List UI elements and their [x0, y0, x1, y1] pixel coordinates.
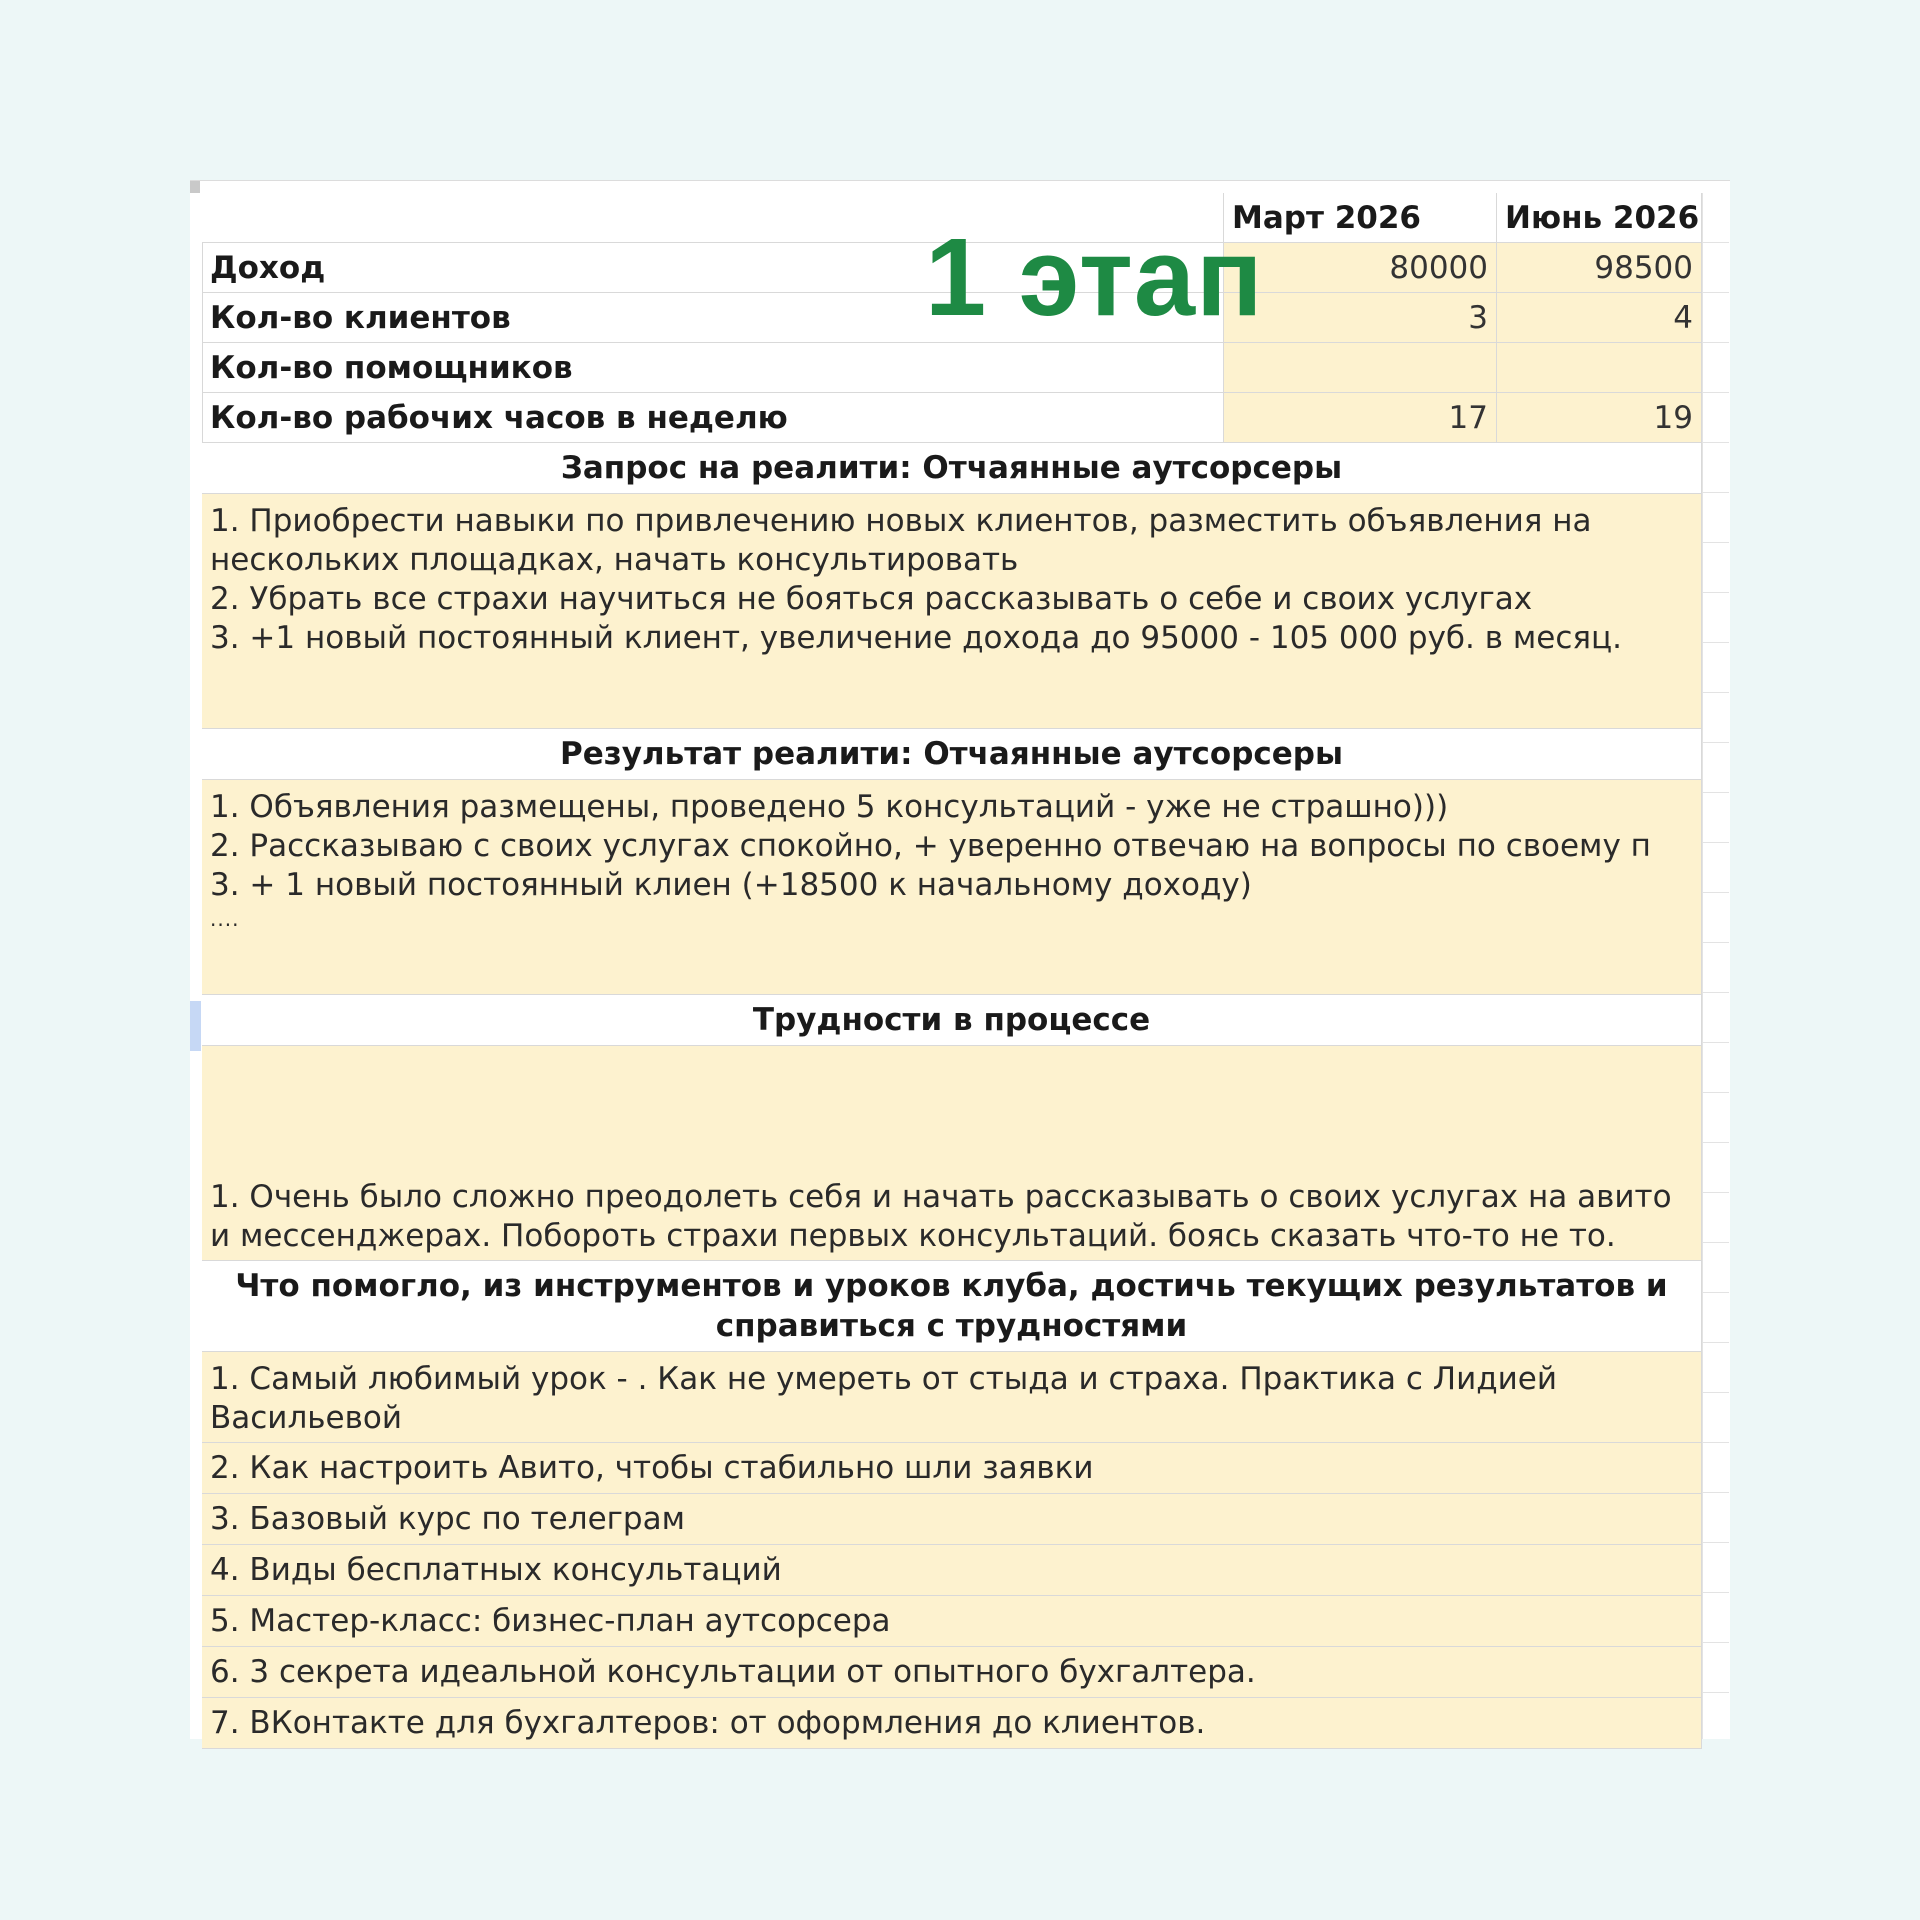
difficulties-text: 1. Очень было сложно преодолеть себя и начать рассказывать о своих услугах на авито и мессенджерах. Побороть страхи первых консультаций. боясь сказать что-то не то.	[210, 1179, 1672, 1254]
metric-label[interactable]: Доход	[202, 243, 1224, 292]
helped-heading[interactable]: Что помогло, из инструментов и уроков клуба, достичь текущих результатов и справиться с трудностями	[202, 1261, 1702, 1351]
request-item: 3. +1 новый постоянный клиент, увеличение дохода до 95000 - 105 000 руб. в месяц.	[210, 620, 1622, 656]
section-heading-row	[202, 995, 1702, 1046]
metric-value-march[interactable]: 17	[1224, 393, 1497, 442]
helped-item[interactable]: 5. Мастер-класс: бизнес-план аутсорсера	[202, 1596, 1702, 1646]
metric-value-june[interactable]	[1497, 343, 1702, 392]
list-row	[202, 1443, 1702, 1494]
table-row	[202, 343, 1702, 393]
table-row	[202, 393, 1702, 443]
select-all-corner[interactable]	[190, 181, 200, 193]
result-heading[interactable]: Результат реалити: Отчаянные аутсорсеры	[202, 729, 1702, 779]
request-heading[interactable]: Запрос на реалити: Отчаянные аутсорсеры	[202, 443, 1702, 493]
helped-item[interactable]: 3. Базовый курс по телеграм	[202, 1494, 1702, 1544]
helped-item[interactable]: 1. Самый любимый урок - . Как не умереть от стыда и страха. Практика с Лидией Васильевой	[202, 1352, 1702, 1442]
helped-item[interactable]: 2. Как настроить Авито, чтобы стабильно шли заявки	[202, 1443, 1702, 1493]
difficulties-heading[interactable]: Трудности в процессе	[202, 995, 1702, 1045]
helped-item[interactable]: 7. ВКонтакте для бухгалтеров: от оформления до клиентов.	[202, 1698, 1702, 1748]
list-row	[202, 1494, 1702, 1545]
metric-value-march[interactable]: 3	[1224, 293, 1497, 342]
result-item: 3. + 1 новый постоянный клиен (+18500 к начальному доходу)	[210, 867, 1252, 903]
section-heading-row	[202, 1261, 1702, 1352]
metric-value-june[interactable]: 4	[1497, 293, 1702, 342]
result-body[interactable]	[202, 780, 1702, 994]
section-heading-row	[202, 729, 1702, 780]
list-row	[202, 1545, 1702, 1596]
section-body-row	[202, 494, 1702, 729]
metric-label[interactable]: Кол-во клиентов	[202, 293, 1224, 342]
list-row	[202, 1352, 1702, 1443]
header-cell-june[interactable]: Июнь 2026	[1497, 193, 1702, 242]
list-row	[202, 1596, 1702, 1647]
selected-row-indicator	[190, 1001, 201, 1051]
list-row	[202, 1647, 1702, 1698]
metric-label[interactable]: Кол-во помощников	[202, 343, 1224, 392]
metric-value-june[interactable]: 98500	[1497, 243, 1702, 292]
empty-column	[1702, 193, 1729, 1739]
difficulties-body[interactable]	[202, 1046, 1702, 1260]
stage-title: 1 этап	[925, 216, 1264, 339]
result-item: 2. Рассказываю с своих услугах спокойно, + уверенно отвечаю на вопросы по своему п	[210, 828, 1651, 864]
section-body-row	[202, 1046, 1702, 1261]
result-item: ....	[210, 907, 240, 931]
spreadsheet	[190, 180, 1730, 1739]
result-item: 1. Объявления размещены, проведено 5 консультаций - уже не страшно)))	[210, 789, 1449, 825]
request-item: 1. Приобрести навыки по привлечению новых клиентов, разместить объявления на нескольких площадках, начать консультировать	[210, 503, 1592, 578]
request-item: 2. Убрать все страхи научиться не бояться рассказывать о себе и своих услугах	[210, 581, 1533, 617]
metric-value-june[interactable]: 19	[1497, 393, 1702, 442]
list-row	[202, 1698, 1702, 1749]
request-body[interactable]	[202, 494, 1702, 728]
metric-value-march[interactable]: 80000	[1224, 243, 1497, 292]
metric-value-march[interactable]	[1224, 343, 1497, 392]
header-cell-march[interactable]: Март 2026	[1224, 193, 1497, 242]
metric-label[interactable]: Кол-во рабочих часов в неделю	[202, 393, 1224, 442]
helped-item[interactable]: 4. Виды бесплатных консультаций	[202, 1545, 1702, 1595]
sheet-grid	[202, 193, 1702, 1749]
section-heading-row	[202, 443, 1702, 494]
helped-item[interactable]: 6. 3 секрета идеальной консультации от опытного бухгалтера.	[202, 1647, 1702, 1697]
section-body-row	[202, 780, 1702, 995]
